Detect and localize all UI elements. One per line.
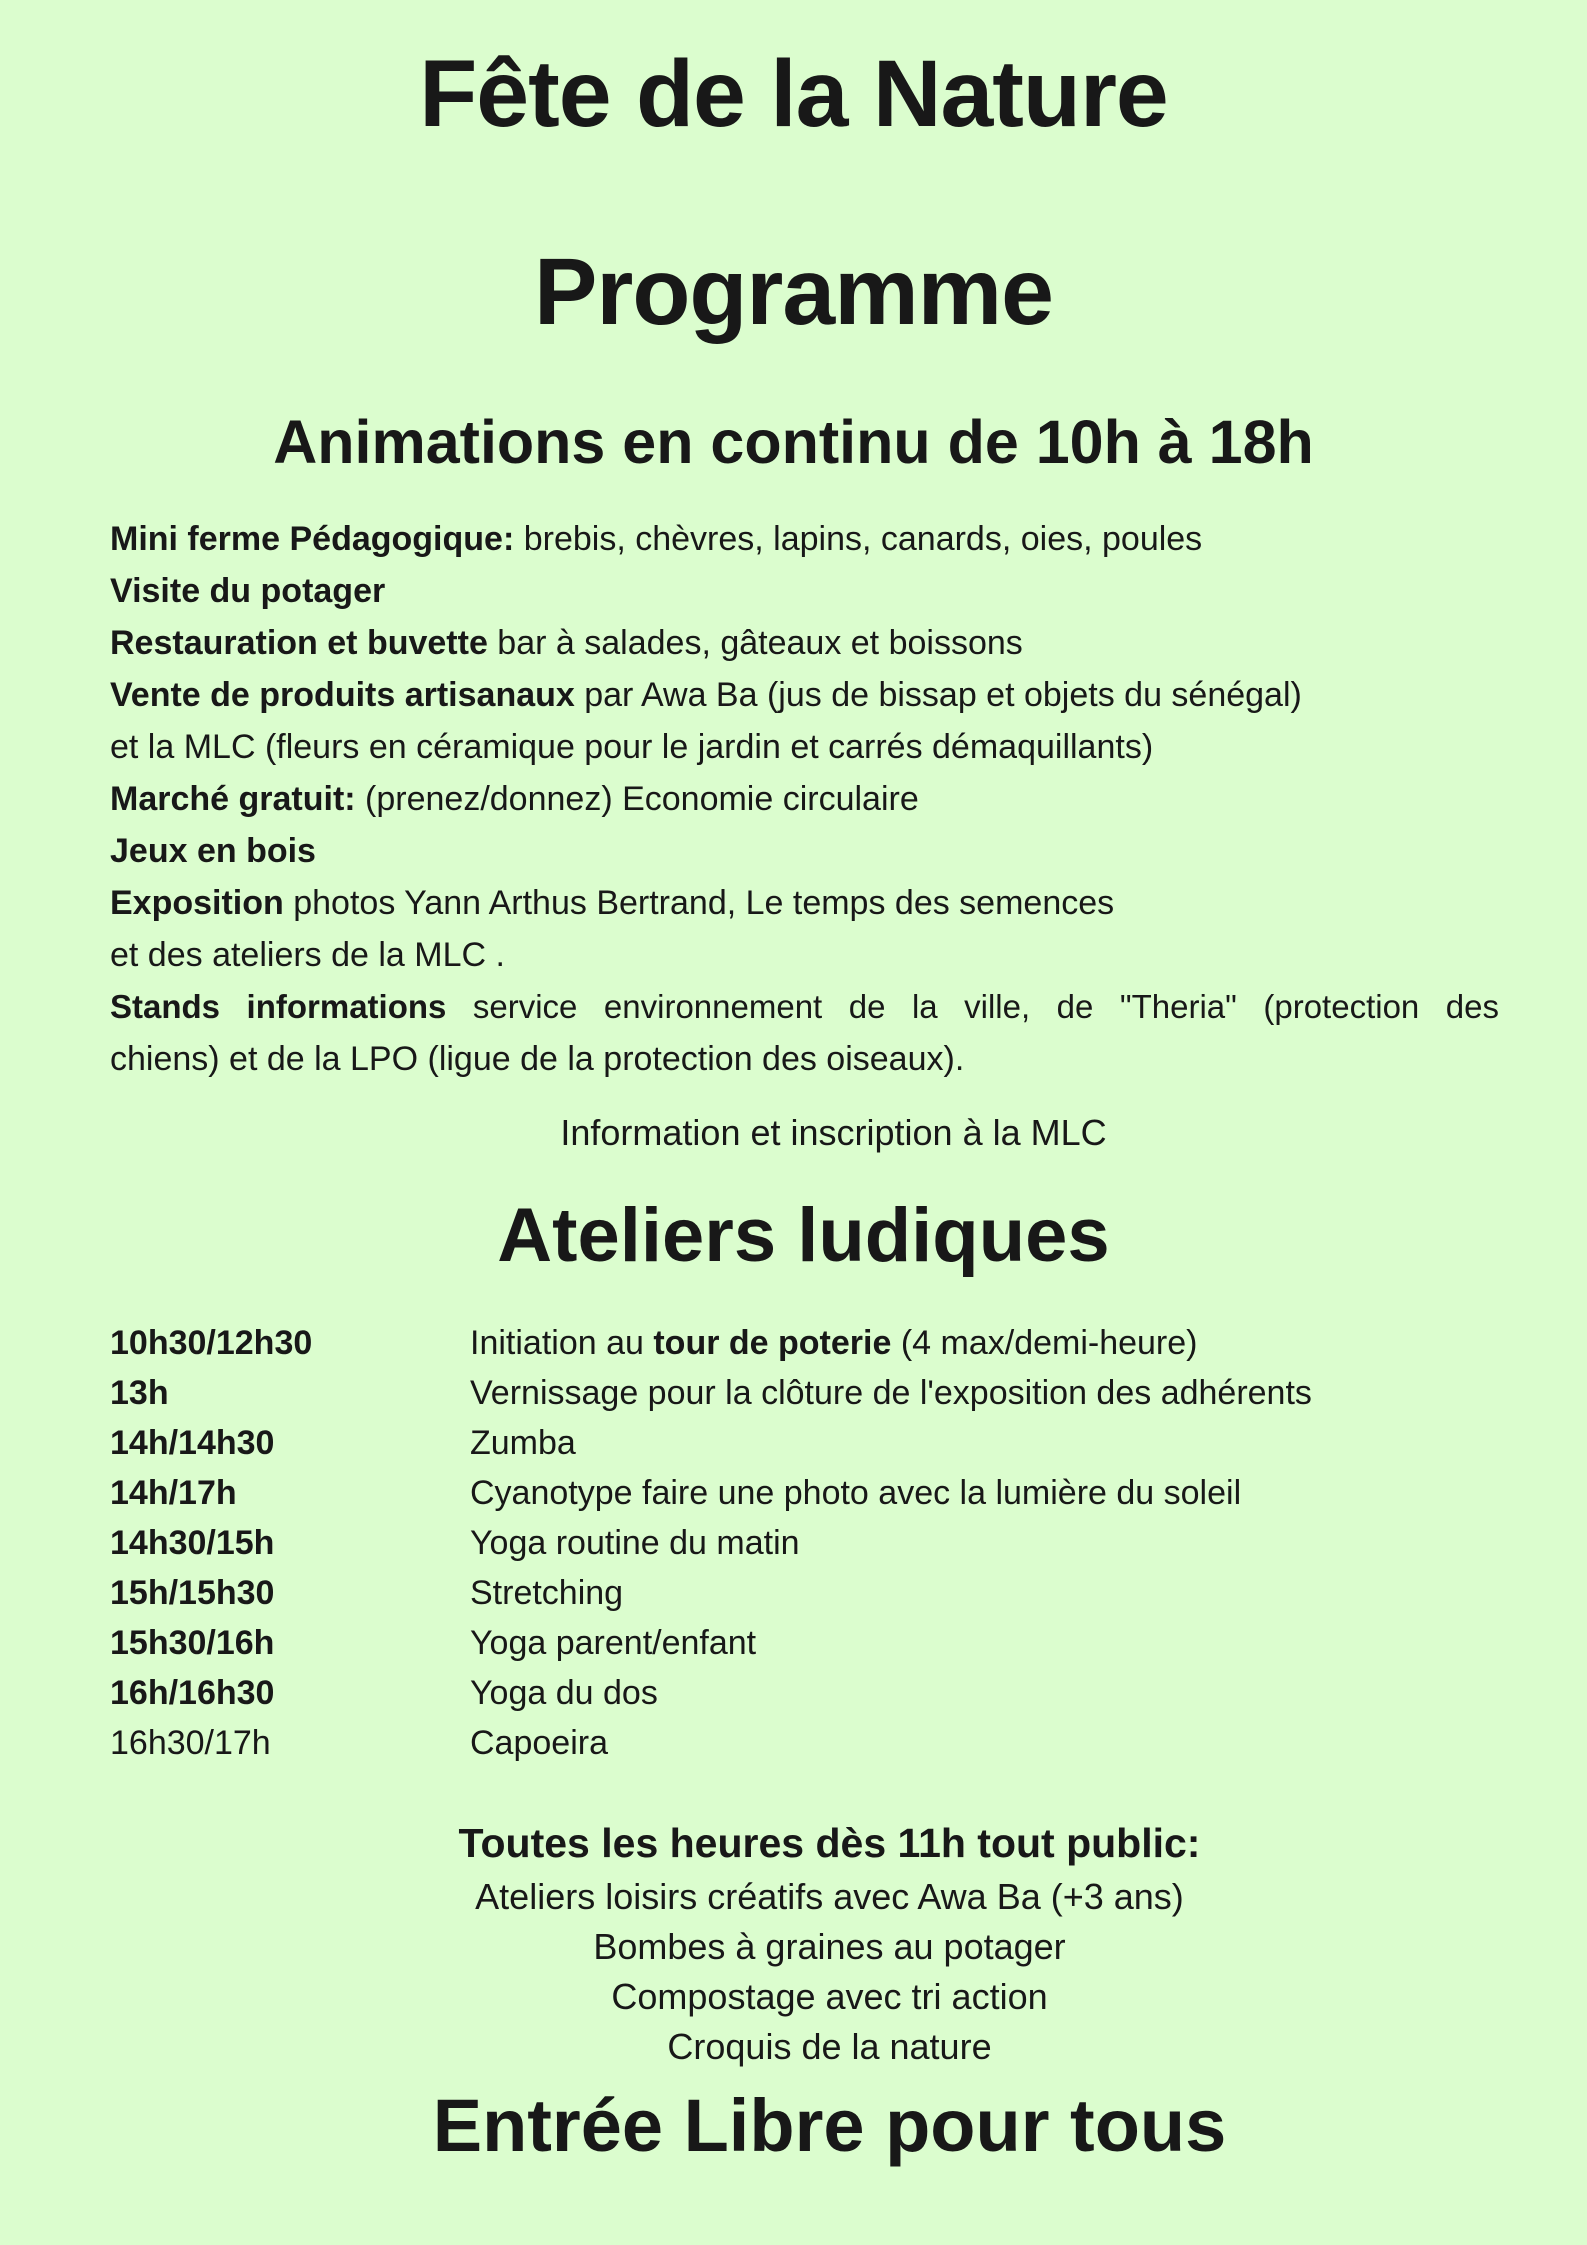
poster-title: Fête de la Nature [419,41,1168,147]
activity-text-bold: tour de poterie [653,1324,892,1362]
animations-item [110,981,1499,1033]
schedule-row [110,1418,1499,1468]
activity-text: Yoga du dos [470,1674,658,1712]
schedule-activity [470,1418,576,1468]
footer-heading: Toutes les heures dès 11h tout public: [458,1820,1201,1866]
poster-subtitle: Programme [534,239,1053,345]
schedule-row [110,1668,1499,1718]
schedule-row [110,1718,1499,1768]
animations-item [110,617,1499,669]
activity-text: Yoga parent/enfant [470,1624,757,1662]
animations-item [110,825,1499,877]
animations-heading: Animations en continu de 10h à 18h [273,408,1314,476]
schedule-time: 14h/14h30 [110,1424,275,1462]
item-text: photos Yann Arthus Bertrand, Le temps des semences [283,884,1115,922]
schedule-activity [470,1718,608,1768]
schedule-row [110,1568,1499,1618]
schedule-time: 16h/16h30 [110,1674,275,1712]
info-note: Information et inscription à la MLC [560,1112,1107,1153]
schedule-time: 10h30/12h30 [110,1324,313,1362]
schedule-time: 14h/17h [110,1474,237,1512]
animations-item [110,877,1499,929]
animations-item-continuation [110,929,1499,981]
schedule-time: 16h30/17h [110,1724,271,1762]
item-label: Vente de produits artisanaux [110,676,575,714]
animations-item [110,565,1499,617]
ateliers-heading: Ateliers ludiques [497,1193,1110,1278]
activity-text: Cyanotype faire une photo avec la lumière du soleil [470,1474,1242,1512]
item-text: et des ateliers de la MLC . [110,936,505,974]
schedule-time: 14h30/15h [110,1524,275,1562]
item-label: Jeux en bois [110,832,316,870]
footer-item: Bombes à graines au potager [593,1926,1066,1967]
activity-text: Vernissage pour la clôture de l'exposition des adhérents [470,1374,1312,1412]
schedule-time: 15h30/16h [110,1624,275,1662]
activity-text: Capoeira [470,1724,608,1762]
footer-item: Ateliers loisirs créatifs avec Awa Ba (+3 ans) [475,1876,1184,1917]
animations-list [110,513,1499,1085]
item-label: Mini ferme Pédagogique: [110,520,515,558]
schedule-time: 15h/15h30 [110,1574,275,1612]
footer-item: Compostage avec tri action [611,1976,1048,2017]
item-label: Exposition [110,884,284,922]
animations-item [110,513,1499,565]
animations-item [110,669,1499,721]
item-text: chiens) et de la LPO (ligue de la protection des oiseaux). [110,1040,965,1078]
activity-text: Stretching [470,1574,624,1612]
schedule-row [110,1318,1499,1368]
item-text: et la MLC (fleurs en céramique pour le jardin et carrés démaquillants) [110,728,1154,766]
schedule-row [110,1368,1499,1418]
schedule-activity [470,1618,756,1668]
schedule-activity [470,1368,1312,1418]
item-label: Visite du potager [110,572,386,610]
schedule-row [110,1468,1499,1518]
activity-text: Initiation au [470,1324,654,1362]
item-text: bar à salades, gâteaux et boissons [487,624,1023,662]
item-label: Marché gratuit: [110,780,356,818]
activity-text: Yoga routine du matin [470,1524,800,1562]
animations-item-continuation [110,721,1499,773]
schedule-row [110,1618,1499,1668]
item-text: service environnement de la ville, de "Theria" (protection des [446,988,1499,1025]
animations-item [110,773,1499,825]
activity-text: Zumba [470,1424,576,1462]
ateliers-schedule [110,1318,1499,1768]
footer-block [0,1814,1587,2172]
schedule-activity [470,1568,623,1618]
schedule-activity [470,1518,800,1568]
activity-text: (4 max/demi-heure) [891,1324,1198,1362]
schedule-time: 13h [110,1374,169,1412]
item-text: brebis, chèvres, lapins, canards, oies, poules [514,520,1203,558]
schedule-row [110,1518,1499,1568]
animations-item-continuation [110,1033,1499,1085]
schedule-activity [470,1318,1198,1368]
item-label: Stands informations [110,988,447,1025]
schedule-activity [470,1468,1241,1518]
item-label: Restauration et buvette [110,624,488,662]
item-text: (prenez/donnez) Economie circulaire [355,780,919,818]
footer-item: Croquis de la nature [667,2026,992,2067]
item-text: par Awa Ba (jus de bissap et objets du sénégal) [574,676,1302,714]
free-entry-note: Entrée Libre pour tous [432,2084,1227,2167]
schedule-activity [470,1668,658,1718]
